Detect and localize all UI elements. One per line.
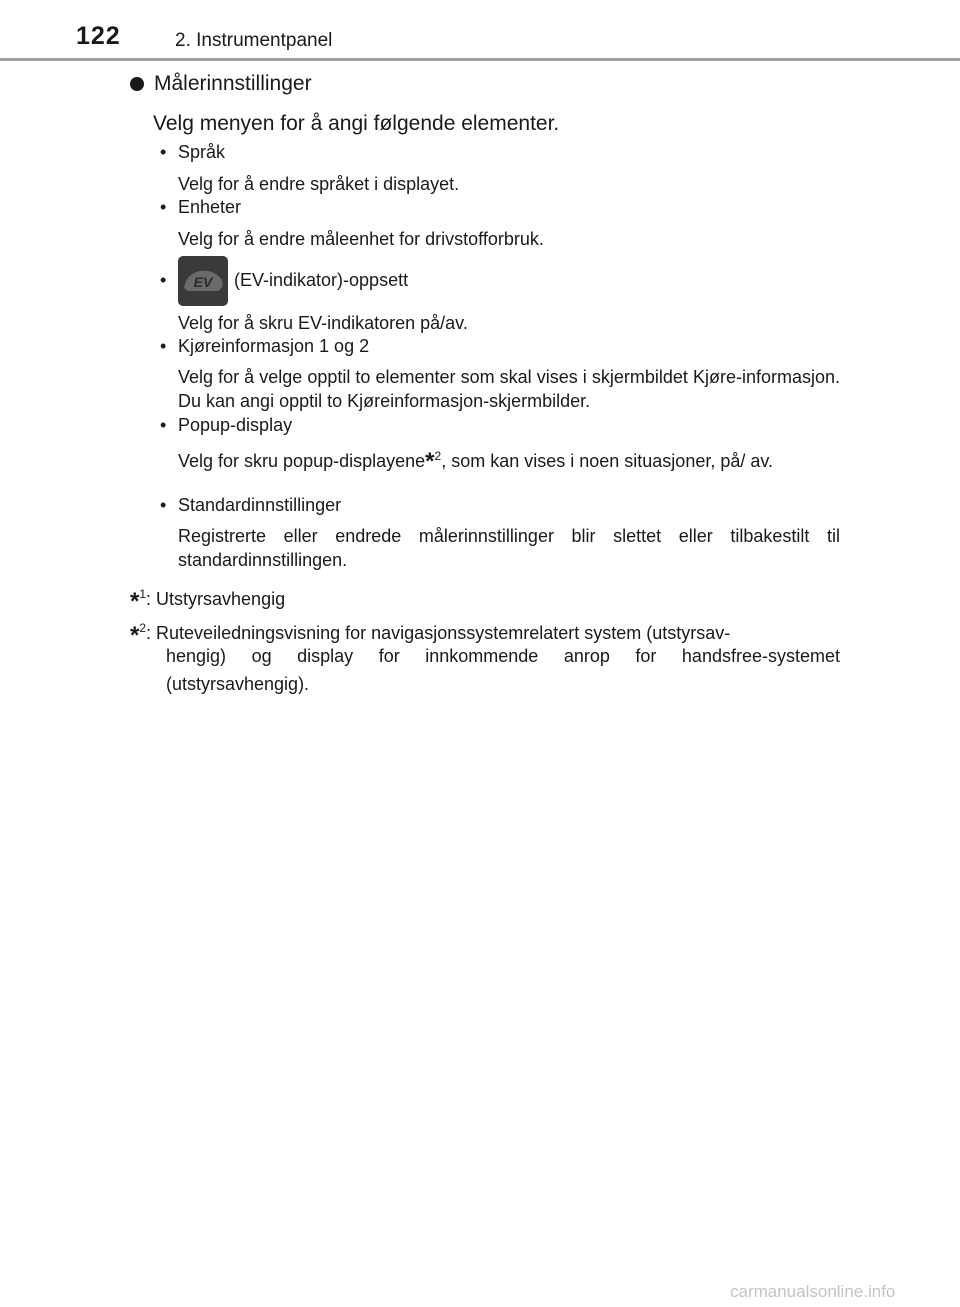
list-item: [160, 336, 840, 357]
watermark: carmanualsonline.info: [730, 1282, 896, 1301]
item-label: (EV-indikator)-oppsett: [234, 269, 409, 290]
item-label: Popup-display: [178, 415, 293, 435]
intro-text: Velg menyen for å angi følgende elementer.: [153, 112, 560, 135]
footnote-number: 2: [139, 621, 147, 635]
list-item: [160, 256, 840, 306]
item-description: Velg for å velge opptil to elementer som skal vises i skjermbildet Kjøre-informasjon. Du kan angi opptil to Kjøreinformasjon-skjermbilder.: [178, 367, 840, 411]
page-header: [0, 0, 960, 62]
footnote-marker: *: [425, 448, 435, 475]
footnote-marker: *: [130, 622, 140, 649]
footnote-ref: 2: [434, 449, 442, 463]
page-number: 122: [76, 22, 121, 50]
section-title: 2. Instrumentpanel: [175, 30, 333, 51]
desc-part: Velg for skru popup-displayene: [178, 451, 426, 471]
header-rule: [0, 58, 960, 61]
list-item: [160, 197, 840, 218]
bullet: •: [160, 415, 167, 435]
item-label: Språk: [178, 142, 226, 162]
bullet: •: [160, 142, 167, 162]
footnote-number: 1: [139, 587, 147, 601]
list-item: [160, 142, 840, 163]
ev-icon-text: EV: [193, 274, 213, 290]
item-description: [178, 444, 840, 474]
footnote-text: : Utstyrsavhengig: [146, 589, 286, 609]
footnote: [130, 580, 840, 616]
item-description: Velg for å endre språket i displayet.: [178, 174, 460, 194]
bullet: •: [160, 495, 167, 515]
footnote-continuation: hengig) og display for innkommende anrop for handsfree-systemet (utstyrsavhengig).: [166, 646, 840, 694]
item-description: Registrerte eller endrede målerinnstillinger blir slettet eller tilbakestilt til standardinnstillingen.: [178, 526, 840, 570]
list-item: [160, 415, 840, 436]
item-description: Velg for å endre måleenhet for drivstofforbruk.: [178, 229, 544, 249]
item-label: Enheter: [178, 197, 242, 217]
heading-bullet-icon: [130, 77, 144, 91]
list-item: [160, 495, 840, 516]
item-label: Standardinnstillinger: [178, 495, 342, 515]
ev-indicator-icon: [178, 256, 228, 306]
item-description: Velg for å skru EV-indikatoren på/av.: [178, 313, 468, 333]
bullet: •: [160, 269, 167, 290]
heading: [130, 72, 312, 96]
desc-part: , som kan vises i noen situasjoner, på/ av.: [441, 451, 774, 471]
bullet: •: [160, 197, 167, 217]
footnote-text: : Ruteveiledningsvisning for navigasjonssystemrelatert system (utstyrsav-: [146, 623, 731, 643]
bullet: •: [160, 336, 167, 356]
footnote-marker: *: [130, 588, 140, 615]
item-label: Kjøreinformasjon 1 og 2: [178, 336, 370, 356]
heading-text: Målerinnstillinger: [154, 72, 312, 95]
